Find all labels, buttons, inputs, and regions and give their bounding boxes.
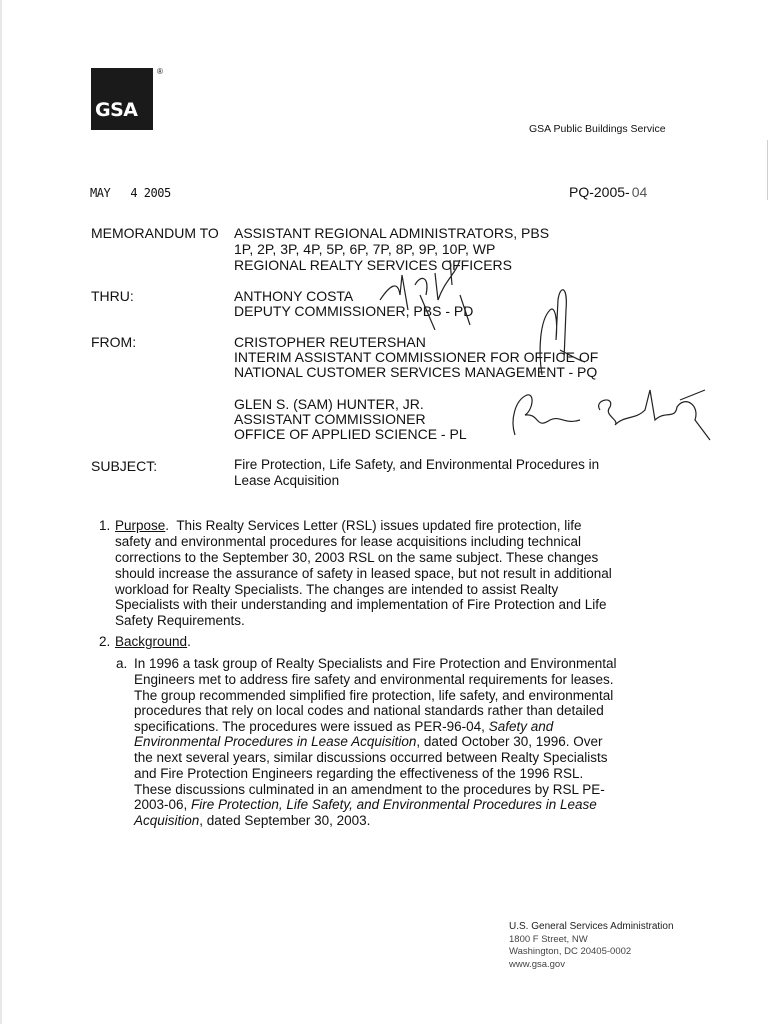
thru-line: DEPUTY COMMISSIONER, PBS - PD bbox=[234, 303, 474, 319]
purpose-line: workload for Realty Specialists. The changes are intended to assist Realty bbox=[115, 582, 559, 597]
memo-to-label: MEMORANDUM TO bbox=[91, 225, 219, 241]
subject-line: Fire Protection, Life Safety, and Environmental Procedures in bbox=[234, 457, 600, 472]
purpose-line: safety and environmental procedures for lease acquisitions including technical bbox=[115, 534, 582, 549]
purpose-first-line: Purpose. This Realty Services Letter (RSL) issues updated fire protection, life bbox=[115, 518, 582, 533]
text-run: 2003-06, bbox=[134, 797, 192, 812]
item-a-line: the next several years, similar discussions occurred between Realty Specialists bbox=[134, 750, 608, 765]
item-a-line: and Fire Protection Engineers regarding the effectiveness of the 1996 RSL. bbox=[134, 766, 584, 781]
footer-street: 1800 F Street, NW bbox=[509, 933, 588, 945]
service-name: GSA Public Buildings Service bbox=[529, 123, 666, 135]
italic-title: Safety and bbox=[488, 719, 554, 734]
subject-line: Lease Acquisition bbox=[234, 473, 340, 488]
item-a-line: procedures that rely on local codes and national standards rather than detailed bbox=[134, 703, 604, 718]
item-a-line: In 1996 a task group of Realty Specialists and Fire Protection and Environmental bbox=[134, 656, 617, 671]
logo-text: GSA bbox=[95, 99, 138, 121]
thru-line: ANTHONY COSTA bbox=[234, 288, 354, 304]
from-line: OFFICE OF APPLIED SCIENCE - PL bbox=[234, 426, 467, 442]
purpose-number: 1. bbox=[99, 518, 111, 533]
doc-number-prefix: PQ-2005- bbox=[569, 184, 630, 200]
scan-edge-right bbox=[767, 140, 768, 200]
footer-website[interactable]: www.gsa.gov bbox=[509, 958, 565, 970]
thru-label: THRU: bbox=[91, 288, 134, 304]
registered-mark: ® bbox=[157, 67, 163, 76]
from-line: ASSISTANT COMMISSIONER bbox=[234, 411, 426, 427]
document-number bbox=[569, 184, 647, 200]
purpose-line: Specialists with their understanding and implementation of Fire Protection and Life bbox=[115, 597, 607, 612]
from-label: FROM: bbox=[91, 334, 137, 350]
item-a-line: These discussions culminated in an amendment to the procedures by RSL PE- bbox=[134, 782, 605, 797]
memo-to-line: ASSISTANT REGIONAL ADMINISTRATORS, PBS bbox=[234, 225, 550, 241]
footer-org: U.S. General Services Administration bbox=[509, 921, 674, 932]
item-a-label: a. bbox=[116, 656, 128, 671]
text-run: , dated October 30, 1996. Over bbox=[416, 734, 603, 749]
from-line: INTERIM ASSISTANT COMMISSIONER FOR OFFICE OF bbox=[234, 349, 599, 365]
item-a-line bbox=[134, 719, 553, 735]
text-run: specifications. The procedures were issued as PER-96-04, bbox=[134, 719, 489, 734]
from-line: NATIONAL CUSTOMER SERVICES MANAGEMENT - PQ bbox=[234, 364, 598, 380]
background-number: 2. bbox=[99, 634, 111, 649]
italic-title: Environmental Procedures in Lease Acquisition bbox=[134, 734, 417, 749]
item-a-line: The group recommended simplified fire protection, life safety, and environmental bbox=[134, 688, 614, 703]
signature-hunter bbox=[505, 385, 720, 445]
background-heading-line: Background. bbox=[115, 634, 191, 649]
footer-city: Washington, DC 20405-0002 bbox=[509, 946, 632, 957]
signature-costa bbox=[360, 255, 490, 330]
doc-number-value: 04 bbox=[631, 184, 648, 200]
purpose-line: should increase the assurance of safety in leased space, but not result in additional bbox=[115, 566, 612, 581]
purpose-heading: Purpose bbox=[115, 518, 166, 533]
signature-reutershan bbox=[530, 280, 590, 380]
item-a-line bbox=[134, 797, 597, 813]
text-run: , dated September 30, 2003. bbox=[199, 813, 371, 828]
purpose-line: corrections to the September 30, 2003 RSL on the same subject. These changes bbox=[115, 550, 599, 565]
italic-title: Fire Protection, Life Safety, and Environmental Procedures in Lease bbox=[191, 797, 597, 812]
gsa-logo bbox=[91, 68, 153, 130]
memo-to-line: 1P, 2P, 3P, 4P, 5P, 6P, 7P, 8P, 9P, 10P, WP bbox=[234, 241, 496, 257]
from-line: GLEN S. (SAM) HUNTER, JR. bbox=[234, 396, 424, 412]
subject-label: SUBJECT: bbox=[91, 458, 158, 474]
date-stamp: MAY 4 2005 bbox=[90, 186, 171, 200]
purpose-line: Safety Requirements. bbox=[115, 613, 245, 628]
from-line: CRISTOPHER REUTERSHAN bbox=[234, 334, 426, 350]
italic-title: Acquisition bbox=[134, 813, 200, 828]
item-a-line bbox=[134, 734, 603, 750]
memo-to-line: REGIONAL REALTY SERVICES OFFICERS bbox=[234, 257, 512, 273]
item-a-line: Engineers met to address fire safety and environmental requirements for leases. bbox=[134, 672, 614, 687]
item-a-line bbox=[134, 813, 370, 829]
background-heading: Background bbox=[115, 634, 188, 649]
footer-address bbox=[509, 921, 674, 971]
purpose-line: This Realty Services Letter (RSL) issues updated fire protection, life bbox=[176, 518, 582, 533]
scan-edge bbox=[0, 0, 2, 1024]
